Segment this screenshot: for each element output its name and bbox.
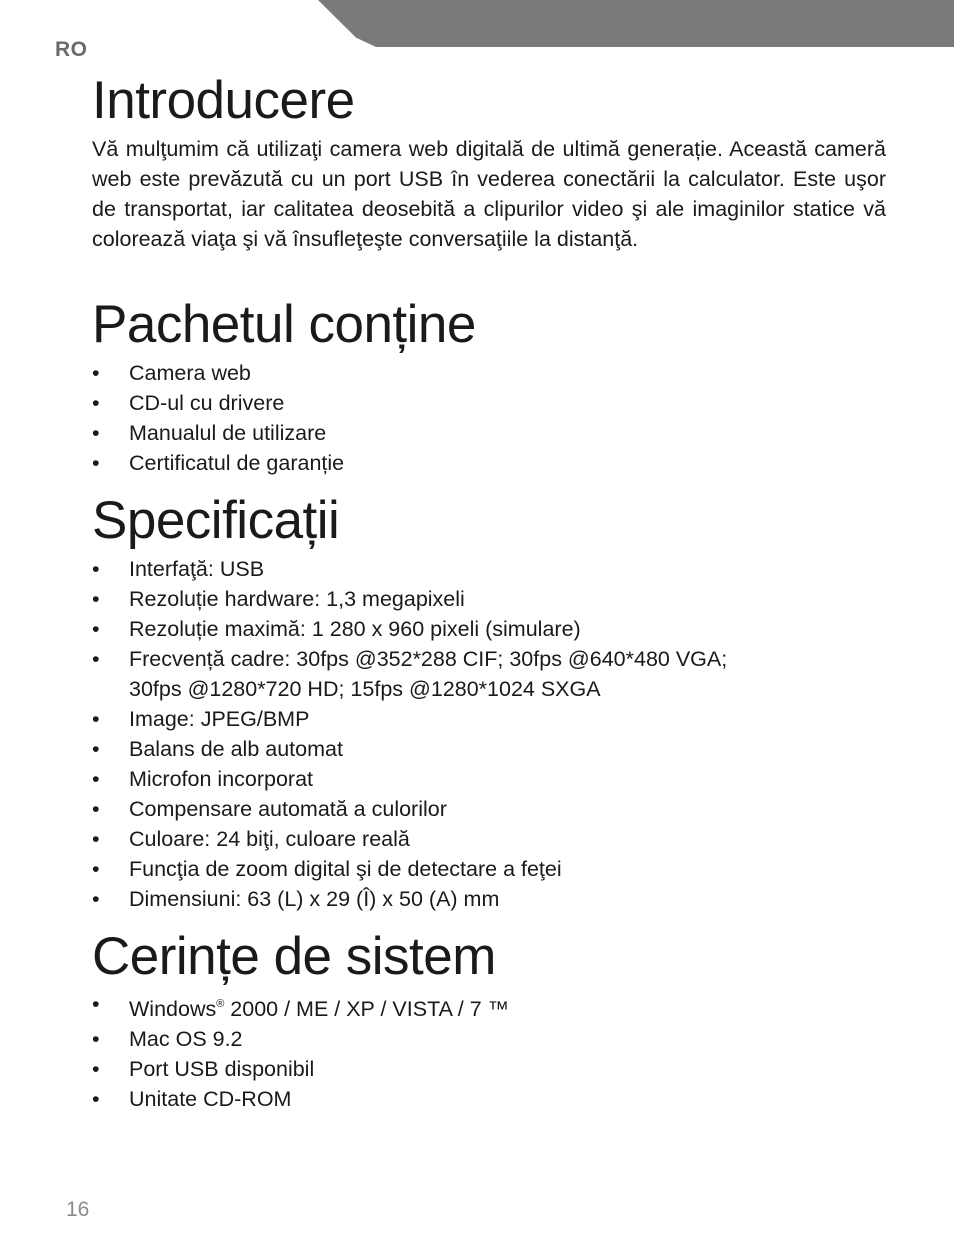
list-item: • CD-ul cu drivere (92, 391, 285, 415)
list-item: • Rezoluție hardware: 1,3 megapixeli (92, 587, 465, 611)
list-item: • Certificatul de garanție (92, 451, 345, 475)
list-item: • Culoare: 24 biţi, culoare reală (92, 827, 410, 851)
list-item: • Frecvență cadre: 30fps @352*288 CIF; 30fps @640*480 VGA; 30fps @1280*720 HD; 15fps @1280*1024 SXGA (92, 647, 728, 701)
intro-paragraph: Vă mulţumim că utilizaţi camera web digitală de ultimă generație. Această cameră web este prevăzută cu un port USB în vederea conectării la calculator. Este uşor de transportat, iar calitatea deosebită a clipurilor video şi ale imaginilor statice vă colorează viaţa şi vă însufleţeşte conversaţiile la distanţă. (92, 137, 886, 251)
language-code: RO (55, 38, 88, 61)
list-item: • Camera web (92, 361, 251, 385)
list-item: • Manualul de utilizare (92, 421, 327, 445)
list-item: • Mac OS 9.2 (92, 1027, 243, 1051)
list-item: • Rezoluție maximă: 1 280 x 960 pixeli (simulare) (92, 617, 581, 641)
list-item: • Balans de alb automat (92, 737, 343, 761)
list-item: • Interfaţă: USB (92, 557, 265, 581)
list-item: • Port USB disponibil (92, 1057, 315, 1081)
package-list (92, 358, 872, 478)
specs-list (92, 554, 872, 914)
section-title-specs: Specificații (92, 491, 340, 550)
section-title-requirements: Cerințe de sistem (92, 927, 496, 986)
list-item: • Microfon incorporat (92, 767, 314, 791)
list-item: • Unitate CD-ROM (92, 1087, 292, 1111)
list-item: • Dimensiuni: 63 (L) x 29 (Î) x 50 (A) mm (92, 887, 500, 911)
list-item: • Funcţia de zoom digital şi de detectare a feţei (92, 857, 562, 881)
section-title-package: Pachetul conține (92, 295, 476, 354)
list-item: • Compensare automată a culorilor (92, 797, 447, 821)
list-item: • Windows® 2000 / ME / XP / VISTA / 7 ™ (92, 992, 510, 1021)
header-tab-decoration (318, 0, 954, 47)
list-item: • Image: JPEG/BMP (92, 707, 310, 731)
page-number: 16 (66, 1198, 90, 1221)
section-title-intro: Introducere (92, 71, 355, 130)
requirements-list (92, 989, 872, 1114)
